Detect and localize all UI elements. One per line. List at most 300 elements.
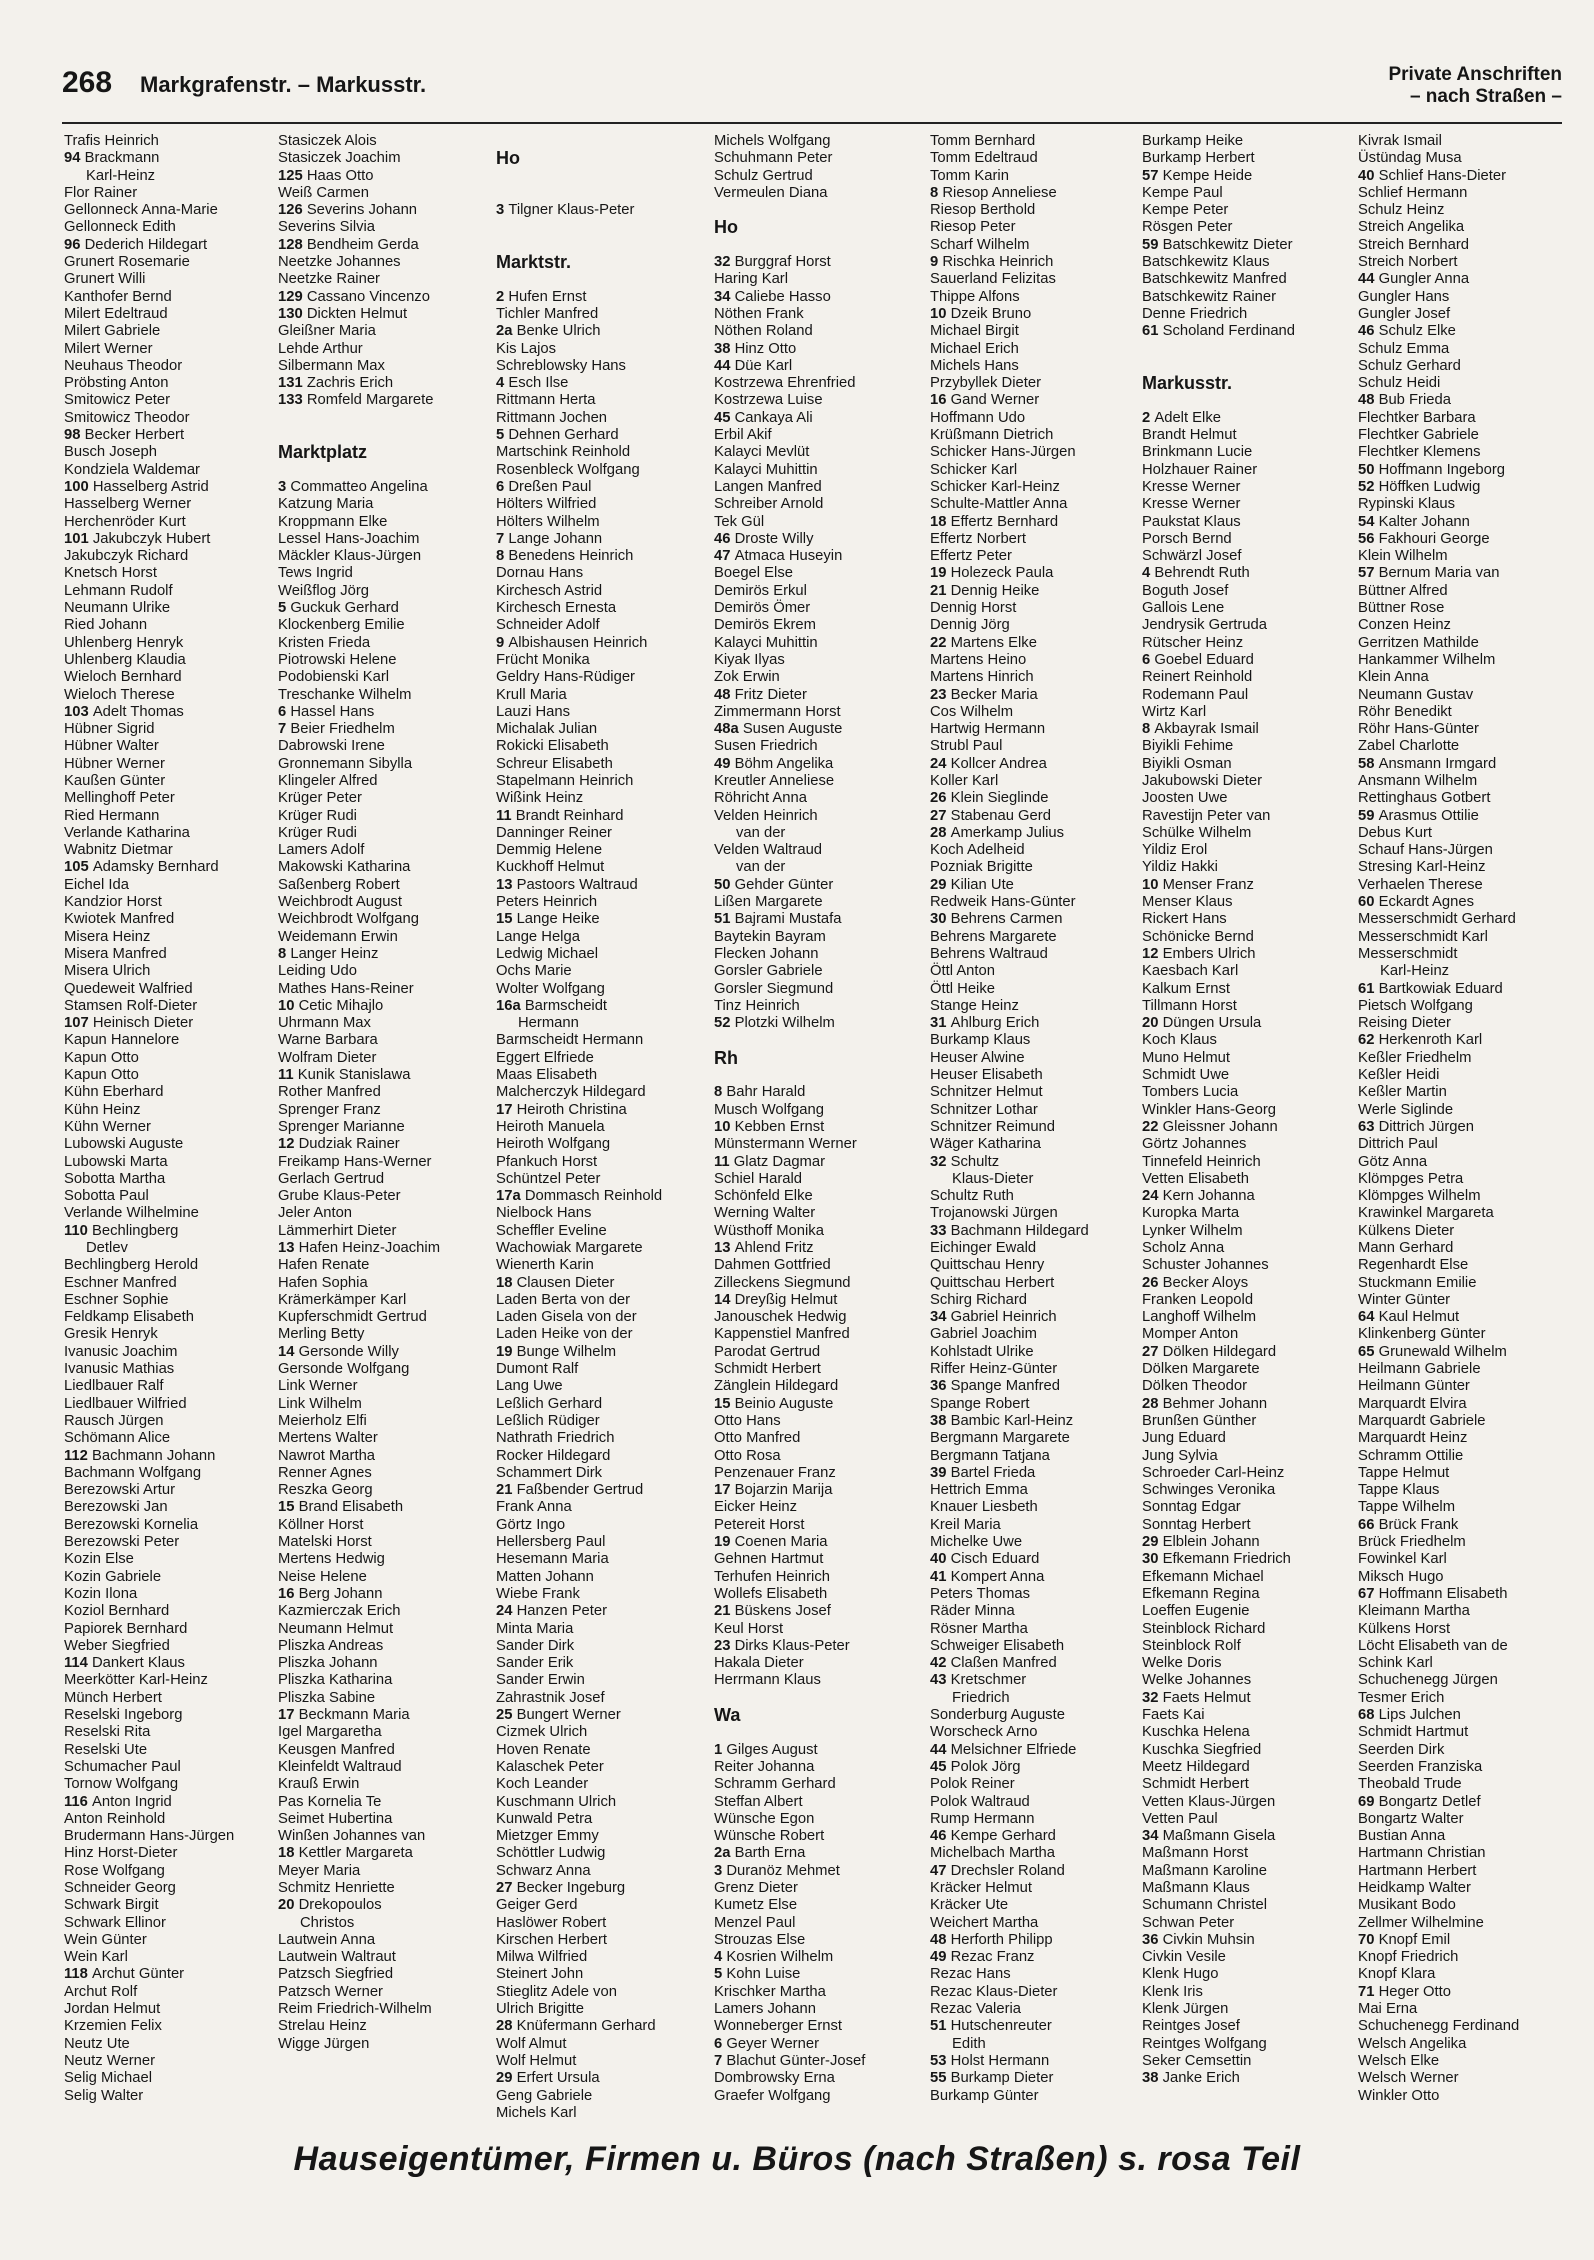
resident-entry: Eicker Heinz (714, 1499, 798, 1516)
resident-entry (64, 859, 278, 876)
resident-name: Dittrich Jürgen (1378, 1118, 1474, 1135)
resident-entry: Strubl Paul (930, 738, 1003, 755)
resident-entry: Seerden Dirk (1358, 1741, 1445, 1758)
resident-entry: Petereit Horst (714, 1516, 805, 1533)
resident-entry (278, 289, 492, 306)
resident-entry: Lynker Wilhelm (1142, 1222, 1243, 1239)
resident-name: Commatteo Angelina (290, 478, 428, 495)
resident-entry: Grunert Rosemarie (64, 254, 190, 271)
resident-entry: Rezac Valeria (930, 2001, 1022, 2018)
house-number: 60 (1358, 894, 1379, 911)
resident-entry: Lautwein Waltraut (278, 1949, 396, 1966)
resident-name: Adelt Elke (1154, 409, 1221, 426)
resident-entry: Demirös Ömer (714, 600, 811, 617)
street-heading: Ho (496, 148, 520, 169)
resident-entry: Hesemann Maria (496, 1551, 609, 1568)
resident-entry: Krauß Erwin (278, 1776, 360, 1793)
resident-entry: Meetz Hildegard (1142, 1758, 1250, 1775)
resident-name: Drechsler Roland (950, 1862, 1065, 1879)
resident-entry (930, 583, 1144, 600)
resident-entry: Heuser Elisabeth (930, 1067, 1043, 1084)
resident-entry (278, 479, 492, 496)
resident-entry: Milert Gabriele (64, 323, 161, 340)
resident-entry: Neetzke Rainer (278, 271, 380, 288)
house-number: 24 (496, 1603, 517, 1620)
resident-entry: Reselski Rita (64, 1724, 151, 1741)
resident-entry (930, 756, 1144, 773)
resident-entry (714, 687, 928, 704)
resident-name: Kalter Johann (1378, 513, 1470, 530)
resident-entry: Frücht Monika (496, 651, 590, 668)
resident-entry: Makowski Katharina (278, 859, 411, 876)
resident-entry (930, 1378, 1144, 1395)
house-number: 131 (278, 375, 307, 392)
house-number: 51 (714, 911, 735, 928)
house-number: 63 (1358, 1118, 1379, 1135)
resident-name: Becker Ingeburg (516, 1879, 626, 1896)
spacer (714, 1067, 928, 1084)
resident-entry: Brück Friedhelm (1358, 1534, 1466, 1551)
resident-name: Spange Manfred (950, 1378, 1060, 1395)
resident-entry: Peters Thomas (930, 1585, 1031, 1602)
resident-entry: Liedlbauer Wilfried (64, 1395, 187, 1412)
resident-entry: Knopf Friedrich (1358, 1949, 1459, 1966)
resident-entry: Nielbock Hans (496, 1205, 592, 1222)
resident-entry: Menzel Paul (714, 1914, 796, 1931)
house-number: 34 (1142, 1828, 1163, 1845)
resident-entry (496, 1102, 710, 1119)
house-number: 21 (714, 1603, 735, 1620)
resident-entry: Jeler Anton (278, 1205, 353, 1222)
resident-entry: Link Wilhelm (278, 1395, 362, 1412)
resident-entry: Nöthen Frank (714, 305, 804, 322)
house-number: 16a (496, 997, 525, 1014)
resident-entry: Kuropka Marta (1142, 1205, 1240, 1222)
resident-name: Kempe Gerhard (950, 1828, 1056, 1845)
resident-entry (930, 1413, 1144, 1430)
resident-entry (930, 1742, 1144, 1759)
resident-entry: Schuster Johannes (1142, 1257, 1269, 1274)
resident-entry: Misera Manfred (64, 945, 167, 962)
house-number: 49 (714, 755, 735, 772)
resident-entry: Milert Werner (64, 340, 153, 357)
resident-entry: Dahmen Gottfried (714, 1257, 831, 1274)
resident-entry: Weidemann Erwin (278, 928, 398, 945)
resident-entry: Hübner Sigrid (64, 721, 155, 738)
resident-entry: Messerschmidt Karl (1358, 928, 1488, 945)
resident-entry: Michael Erich (930, 340, 1019, 357)
house-number: 21 (496, 1482, 517, 1499)
house-number: 71 (1358, 1983, 1379, 2000)
resident-entry: Schramm Ottilie (1358, 1447, 1464, 1464)
resident-entry (278, 946, 492, 963)
resident-entry: Neumann Helmut (278, 1620, 394, 1637)
house-number: 46 (930, 1828, 951, 1845)
resident-entry: Knopf Klara (1358, 1966, 1436, 1983)
resident-entry (1358, 392, 1572, 409)
resident-entry: Parodat Gertrud (714, 1343, 821, 1360)
house-number: 3 (496, 202, 509, 219)
resident-entry: Martschink Reinhold (496, 444, 631, 461)
resident-entry: Sonntag Edgar (1142, 1499, 1241, 1516)
resident-entry: Baytekin Bayram (714, 928, 826, 945)
house-number: 98 (64, 427, 85, 444)
resident-entry: Schlief Hermann (1358, 184, 1468, 201)
page-number: 268 (62, 66, 113, 99)
resident-entry: Reszka Georg (278, 1482, 373, 1499)
house-number: 3 (278, 478, 291, 495)
resident-entry: Malcherczyk Hildegard (496, 1084, 646, 1101)
resident-name: Bartel Frieda (950, 1464, 1036, 1481)
street-heading: Rh (714, 1047, 738, 1068)
resident-entry: Kühn Werner (64, 1118, 151, 1135)
resident-name: Elblein Johann (1162, 1534, 1260, 1551)
resident-entry: Saßenberg Robert (278, 876, 400, 893)
resident-name: Bendheim Gerda (306, 236, 419, 253)
resident-entry: Behrens Margarete (930, 928, 1057, 945)
resident-entry (714, 358, 928, 375)
resident-entry: Kupferschmidt Gertrud (278, 1309, 427, 1326)
entry-continuation: Christos (300, 1914, 355, 1931)
resident-name: Brück Frank (1378, 1516, 1459, 1533)
resident-name: Adamsky Bernhard (92, 859, 219, 876)
resident-name: Esch Ilse (508, 375, 569, 392)
resident-entry: Kühn Heinz (64, 1101, 141, 1118)
house-number: 15 (714, 1395, 735, 1412)
resident-entry: Wolter Wolfgang (496, 980, 605, 997)
house-number: 4 (496, 375, 509, 392)
resident-entry (278, 1067, 492, 1084)
resident-name: Burkamp Dieter (950, 2070, 1054, 2087)
resident-entry: Rausch Jürgen (64, 1412, 164, 1429)
resident-entry: Hölters Wilhelm (496, 513, 600, 530)
resident-entry: Flechtker Klemens (1358, 444, 1481, 461)
house-number: 2 (1142, 409, 1155, 426)
resident-entry: Neuhaus Theodor (64, 357, 183, 374)
resident-entry (496, 531, 710, 548)
house-number: 11 (278, 1067, 298, 1084)
resident-entry: Demirös Erkul (714, 582, 807, 599)
street-heading: Marktstr. (496, 252, 572, 273)
resident-entry: Stange Heinz (930, 997, 1019, 1014)
resident-entry: Heilmann Günter (1358, 1378, 1470, 1395)
house-number: 27 (1142, 1343, 1163, 1360)
resident-name: Caliebe Hasso (734, 288, 831, 305)
resident-entry: Schramm Gerhard (714, 1776, 836, 1793)
resident-entry: Misera Ulrich (64, 963, 151, 980)
resident-entry: Piotrowski Helene (278, 651, 397, 668)
resident-entry: Keßler Friedhelm (1358, 1049, 1472, 1066)
resident-entry: Biyikli Fehime (1142, 738, 1234, 755)
resident-name: Batschkewitz Dieter (1162, 236, 1293, 253)
house-number: 40 (1358, 167, 1379, 184)
resident-name: Cassano Vincenzo (306, 288, 430, 305)
resident-entry: Külkens Horst (1358, 1620, 1451, 1637)
resident-entry: Frank Anna (496, 1499, 572, 1516)
house-number: 27 (930, 807, 951, 824)
resident-entry (1142, 1396, 1356, 1413)
resident-entry (1358, 1586, 1572, 1603)
resident-entry: Uhlenberg Klaudia (64, 651, 186, 668)
resident-entry: Martens Heino (930, 651, 1027, 668)
resident-entry: Rump Hermann (930, 1810, 1035, 1827)
resident-entry (714, 1240, 928, 1257)
resident-entry: Kapun Otto (64, 1049, 139, 1066)
resident-entry: Schreblowsky Hans (496, 357, 626, 374)
resident-entry (278, 721, 492, 738)
house-number: 110 (64, 1222, 92, 1239)
resident-entry (496, 1707, 710, 1724)
resident-name: Dreßen Paul (508, 478, 592, 495)
resident-entry: Lehmann Rudolf (64, 582, 173, 599)
resident-entry: Freikamp Hans-Werner (278, 1153, 432, 1170)
house-number: 48 (930, 1931, 951, 1948)
resident-entry: Schirg Richard (930, 1291, 1028, 1308)
house-number: 107 (64, 1015, 93, 1032)
resident-entry: Brudermann Hans-Jürgen (64, 1828, 235, 1845)
resident-entry: Krüßmann Dietrich (930, 427, 1054, 444)
resident-entry: Schönicke Bernd (1142, 928, 1254, 945)
resident-entry: Rezac Klaus-Dieter (930, 1983, 1058, 2000)
resident-entry: Wieloch Therese (64, 686, 175, 703)
resident-entry: Silbermann Max (278, 357, 385, 374)
resident-name: Dommasch Reinhold (524, 1188, 663, 1205)
house-number: 30 (1142, 1551, 1163, 1568)
resident-entry: Batschkewitz Klaus (1142, 254, 1270, 271)
resident-entry: Werle Siglinde (1358, 1101, 1454, 1118)
resident-name: Amerkamp Julius (950, 824, 1065, 841)
house-number: 2a (496, 323, 517, 340)
resident-entry: Thippe Alfons (930, 288, 1020, 305)
resident-entry (1142, 237, 1356, 254)
resident-entry: Tomm Edeltraud (930, 150, 1038, 167)
house-number: 13 (714, 1240, 735, 1256)
resident-name: Knüfermann Gerhard (516, 2018, 656, 2035)
resident-entry: Tornow Wolfgang (64, 1776, 179, 1793)
resident-name: Hoffmann Ingeborg (1378, 461, 1505, 478)
resident-name: Bahr Harald (726, 1084, 806, 1101)
resident-entry: Gungler Hans (1358, 288, 1450, 305)
resident-entry: Behrens Waltraud (930, 945, 1048, 962)
resident-entry: Archut Rolf (64, 1983, 138, 2000)
resident-entry: Kirschen Herbert (496, 1931, 608, 1948)
resident-entry (930, 1223, 1144, 1240)
house-number: 8 (278, 945, 291, 962)
house-number: 36 (1142, 1931, 1163, 1948)
resident-name: Claßen Manfred (950, 1655, 1057, 1672)
resident-name: Kettler Margareta (298, 1845, 413, 1862)
resident-entry: Nathrath Friedrich (496, 1430, 615, 1447)
resident-entry (930, 877, 1144, 894)
resident-entry (714, 911, 928, 928)
resident-entry (714, 756, 928, 773)
resident-entry (1142, 946, 1356, 963)
resident-name: Behrens Carmen (950, 911, 1063, 928)
house-number: 59 (1358, 807, 1379, 824)
house-number: 38 (714, 340, 735, 357)
resident-entry: Michels Wolfgang (714, 133, 831, 149)
house-number: 14 (714, 1291, 735, 1308)
resident-name: Knopf Emil (1378, 1931, 1451, 1948)
resident-entry (496, 1482, 710, 1499)
house-number: 52 (714, 1015, 735, 1032)
spacer (496, 271, 710, 288)
resident-entry (496, 635, 710, 652)
resident-entry: Jung Eduard (1142, 1430, 1226, 1447)
resident-entry: Wolf Helmut (496, 2052, 577, 2069)
resident-entry (278, 392, 492, 409)
resident-name: Brandt Reinhard (515, 807, 624, 824)
resident-entry: Stieglitz Adele von (496, 1983, 617, 2000)
resident-entry: Bechlingberg Herold (64, 1257, 199, 1274)
resident-entry: Schicker Hans-Jürgen (930, 444, 1076, 461)
resident-entry: Janouschek Hedwig (714, 1309, 847, 1326)
resident-entry: Schwan Peter (1142, 1914, 1235, 1931)
resident-entry: Rose Wolfgang (64, 1862, 165, 1879)
house-number: 36 (930, 1378, 951, 1395)
house-number: 4 (714, 1949, 727, 1966)
resident-entry: Verlande Wilhelmine (64, 1205, 199, 1222)
resident-entry: Werning Walter (714, 1205, 816, 1222)
resident-entry (64, 237, 278, 254)
spacer (1142, 341, 1356, 358)
resident-entry: Lämmerhirt Dieter (278, 1222, 397, 1239)
resident-entry: Kirchesch Ernesta (496, 600, 617, 617)
resident-entry: Stasiczek Joachim (278, 150, 401, 167)
resident-entry: Kumetz Else (714, 1897, 798, 1914)
resident-entry: Efkemann Regina (1142, 1585, 1260, 1602)
resident-entry: Warne Barbara (278, 1032, 378, 1049)
resident-entry: Otto Manfred (714, 1430, 801, 1447)
resident-entry (278, 998, 492, 1015)
resident-entry: Dabrowski Irene (278, 738, 385, 755)
resident-entry: Kuschka Helena (1142, 1724, 1250, 1741)
resident-entry: Trojanowski Jürgen (930, 1205, 1058, 1222)
resident-entry (278, 306, 492, 323)
resident-entry: Velden Waltraud (714, 842, 823, 859)
house-number: 2 (496, 288, 509, 305)
resident-entry: Keul Horst (714, 1620, 784, 1637)
resident-name: Faßbender Gertrud (516, 1482, 644, 1499)
resident-entry (278, 704, 492, 721)
house-number: 1 (714, 1741, 727, 1758)
resident-entry: Flechtker Barbara (1358, 409, 1476, 426)
resident-entry: Kalayci Muhittin (714, 634, 818, 651)
resident-entry: Laden Berta von der (496, 1291, 631, 1308)
resident-entry: Röhr Benedikt (1358, 703, 1452, 720)
resident-entry: Schweiger Elisabeth (930, 1637, 1065, 1654)
resident-entry: Schuhmann Peter (714, 150, 833, 167)
house-number: 41 (930, 1568, 951, 1585)
resident-entry: Kühn Eberhard (64, 1084, 164, 1101)
resident-entry: Hölters Wilfried (496, 496, 597, 513)
resident-entry: Schmidt Herbert (714, 1361, 821, 1378)
resident-entry: Kempe Paul (1142, 184, 1223, 201)
resident-entry (714, 1482, 928, 1499)
resident-entry: Seimet Hubertina (278, 1810, 393, 1827)
resident-entry: Tappe Wilhelm (1358, 1499, 1456, 1516)
resident-entry: Gellonneck Anna-Marie (64, 202, 218, 219)
resident-entry: Messerschmidt Gerhard (1358, 911, 1516, 928)
resident-entry: Michalak Julian (496, 721, 598, 738)
resident-entry: Reising Dieter (1358, 1015, 1451, 1032)
house-number: 30 (930, 911, 951, 928)
house-number: 5 (278, 600, 291, 617)
house-number: 19 (496, 1343, 517, 1360)
house-number: 15 (278, 1499, 299, 1516)
resident-entry: Schultz Ruth (930, 1188, 1014, 1205)
resident-entry: Kleimann Martha (1358, 1603, 1470, 1620)
resident-entry: Mertens Hedwig (278, 1551, 385, 1568)
house-number: 29 (1142, 1534, 1163, 1551)
resident-entry: Welsch Elke (1358, 2052, 1440, 2069)
resident-entry: Rittmann Jochen (496, 409, 608, 426)
resident-entry: Mietzger Emmy (496, 1828, 599, 1845)
resident-entry: Rezac Hans (930, 1966, 1011, 1983)
resident-name: Behrendt Ruth (1154, 565, 1250, 582)
resident-entry: Gehnen Hartmut (714, 1551, 824, 1568)
house-number: 61 (1358, 980, 1379, 997)
house-number: 55 (930, 2070, 951, 2087)
resident-entry: Theobald Trude (1358, 1776, 1462, 1793)
house-number: 8 (1142, 721, 1155, 738)
resident-name: Efkemann Friedrich (1162, 1551, 1291, 1568)
resident-entry: Rodemann Paul (1142, 686, 1249, 703)
resident-name: Kern Johanna (1162, 1188, 1255, 1205)
resident-entry (278, 1136, 492, 1153)
resident-entry: Jakubczyk Richard (64, 548, 189, 565)
resident-entry: Schulte-Mattler Anna (930, 496, 1068, 513)
house-number: 40 (930, 1551, 951, 1568)
resident-entry: Klein Anna (1358, 669, 1429, 686)
resident-entry: Krämerkämper Karl (278, 1291, 407, 1308)
resident-name: Janke Erich (1162, 2070, 1240, 2087)
resident-entry (714, 289, 928, 306)
resident-entry: Pozniak Brigitte (930, 859, 1033, 876)
resident-entry (1358, 1932, 1572, 1949)
resident-entry: Porsch Bernd (1142, 530, 1232, 547)
resident-entry: Ivanusic Mathias (64, 1361, 175, 1378)
resident-entry: Hellersberg Paul (496, 1534, 606, 1551)
resident-entry: Wünsche Egon (714, 1810, 815, 1827)
resident-entry: Bergmann Tatjana (930, 1447, 1050, 1464)
resident-entry: Neumann Gustav (1358, 686, 1474, 703)
resident-entry: Michels Karl (496, 2104, 577, 2121)
resident-entry: Tichler Manfred (496, 305, 599, 322)
resident-entry (1358, 462, 1572, 479)
resident-entry: Wieloch Bernhard (64, 669, 182, 686)
resident-entry: Hinz Horst-Dieter (64, 1845, 178, 1862)
resident-entry (714, 1534, 928, 1551)
house-number: 125 (278, 167, 307, 184)
resident-entry (930, 565, 1144, 582)
resident-name: Dehnen Gerhard (508, 427, 619, 444)
resident-entry: Wein Karl (64, 1949, 128, 1966)
resident-entry: Dennig Jörg (930, 617, 1010, 634)
resident-name: Beckmann Maria (298, 1707, 410, 1724)
resident-name: Heger Otto (1378, 1983, 1451, 2000)
resident-name: Bongartz Detlef (1378, 1793, 1481, 1810)
resident-entry: Biyikli Osman (1142, 755, 1232, 772)
resident-entry: Pröbsting Anton (64, 375, 169, 392)
resident-entry: Tomm Karin (930, 167, 1009, 184)
resident-entry (64, 1966, 278, 1983)
resident-entry (1358, 1517, 1572, 1534)
resident-entry: Flechtker Gabriele (1358, 427, 1479, 444)
resident-entry: Bachmann Wolfgang (64, 1464, 202, 1481)
resident-entry: Steffan Albert (714, 1793, 803, 1810)
resident-name: Brackmann (84, 150, 160, 167)
